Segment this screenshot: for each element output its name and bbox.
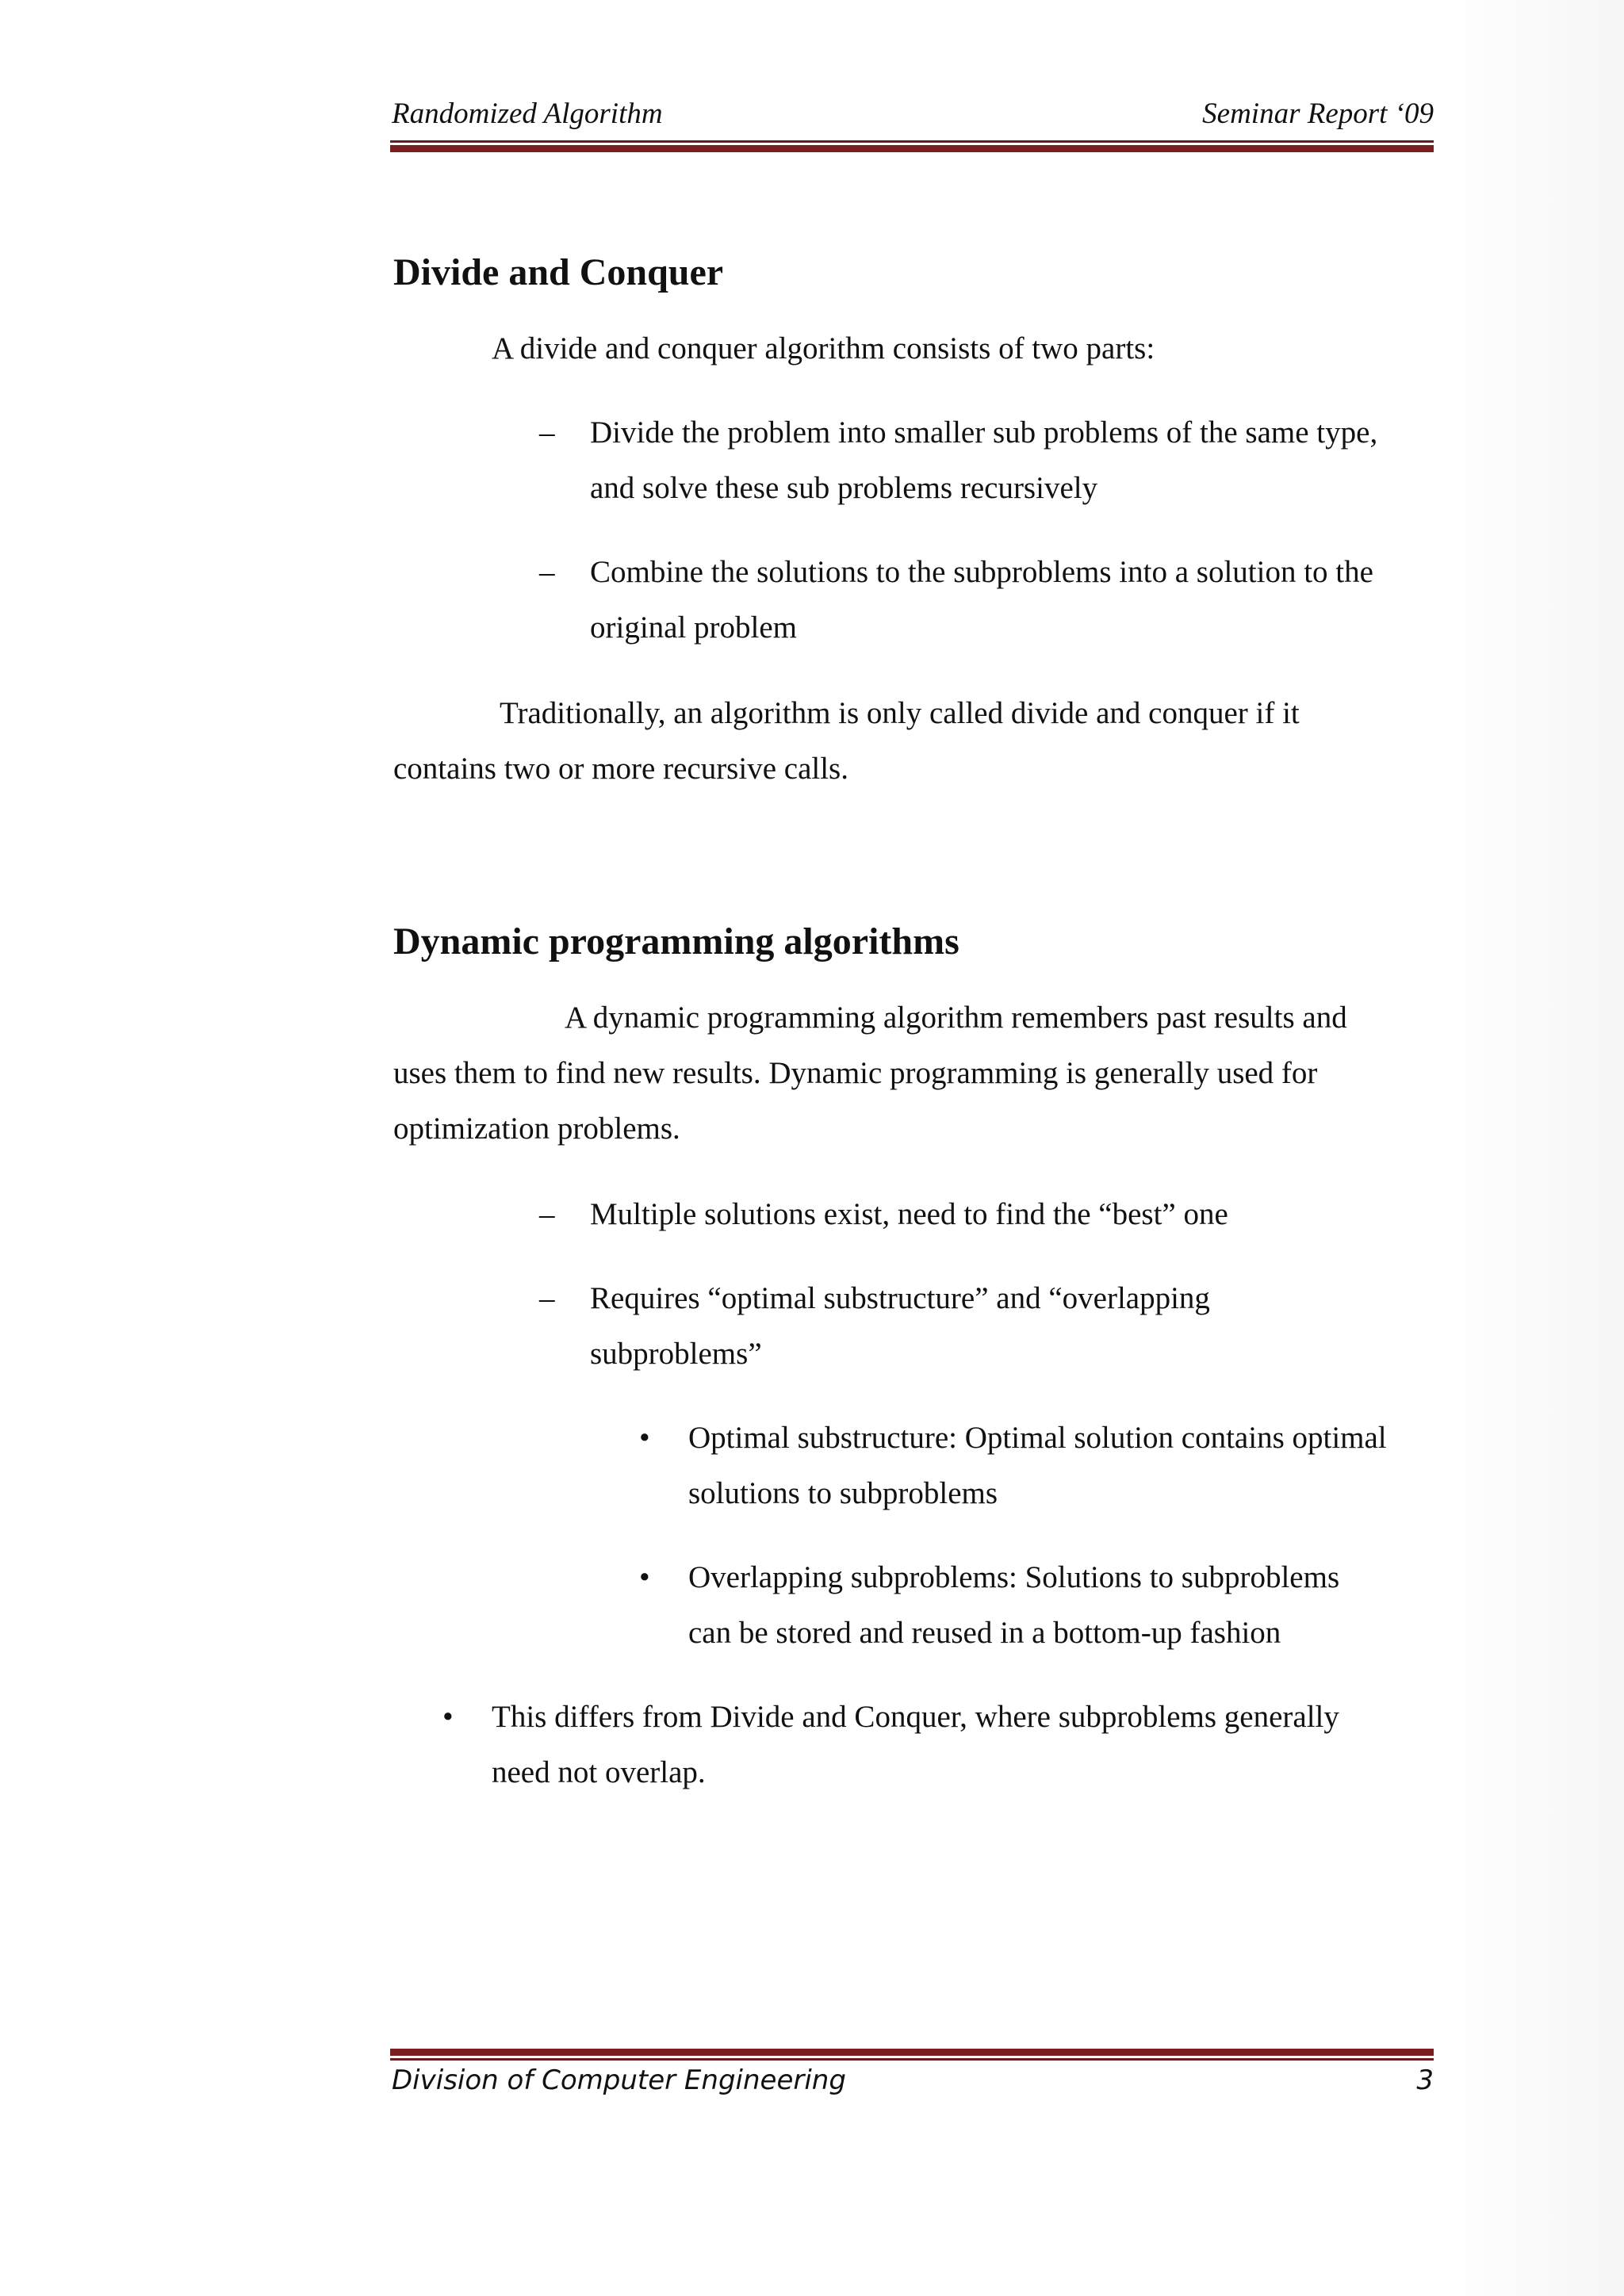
section2-paragraph-line: optimization problems. (393, 1112, 680, 1146)
dash-marker: – (539, 415, 555, 450)
header-rule-thick (390, 145, 1434, 152)
page-edge-shading (1434, 0, 1624, 2296)
header-rule-thin (390, 140, 1434, 143)
bullet-item-line: need not overlap. (492, 1755, 706, 1789)
footer-department: Division of Computer Engineering (392, 2064, 846, 2096)
header-report-label: Seminar Report ‘09 (1202, 98, 1434, 130)
dash-marker: – (539, 1281, 555, 1315)
list-item-line: Divide the problem into smaller sub problems of the same type, (590, 415, 1378, 450)
sublist-item-line: Overlapping subproblems: Solutions to subproblems (688, 1560, 1340, 1594)
section-heading-divide-and-conquer: Divide and Conquer (393, 251, 724, 293)
list-item-line: original problem (590, 610, 798, 645)
bullet-marker: • (442, 1700, 454, 1734)
list-item-line: and solve these sub problems recursively (590, 471, 1098, 505)
list-item-line: Combine the solutions to the subproblems into a solution to the (590, 555, 1373, 589)
list-item-line: subproblems” (590, 1337, 762, 1371)
sublist-item-line: Optimal substructure: Optimal solution contains optimal (688, 1421, 1387, 1455)
list-item-line: Multiple solutions exist, need to find the “best” one (590, 1197, 1228, 1231)
bullet-marker: • (639, 1560, 650, 1594)
section2-paragraph-line: A dynamic programming algorithm remembers past results and (565, 1001, 1347, 1035)
section-heading-dynamic-programming: Dynamic programming algorithms (393, 920, 959, 962)
section1-intro: A divide and conquer algorithm consists of two parts: (492, 331, 1155, 365)
section1-paragraph-line: Traditionally, an algorithm is only called divide and conquer if it (500, 696, 1300, 730)
page-number: 3 (1416, 2064, 1434, 2096)
bullet-item-line: This differs from Divide and Conquer, where subproblems generally (492, 1700, 1339, 1734)
header-title: Randomized Algorithm (392, 98, 663, 130)
sublist-item-line: can be stored and reused in a bottom-up fashion (688, 1616, 1281, 1650)
sublist-item-line: solutions to subproblems (688, 1476, 998, 1510)
dash-marker: – (539, 555, 555, 589)
list-item-line: Requires “optimal substructure” and “overlapping (590, 1281, 1210, 1315)
footer-rule-thick (390, 2049, 1434, 2056)
bullet-marker: • (639, 1421, 650, 1455)
section2-paragraph-line: uses them to find new results. Dynamic programming is generally used for (393, 1056, 1318, 1090)
dash-marker: – (539, 1197, 555, 1231)
footer-rule-thin (390, 2058, 1434, 2061)
section1-paragraph-line: contains two or more recursive calls. (393, 752, 848, 786)
